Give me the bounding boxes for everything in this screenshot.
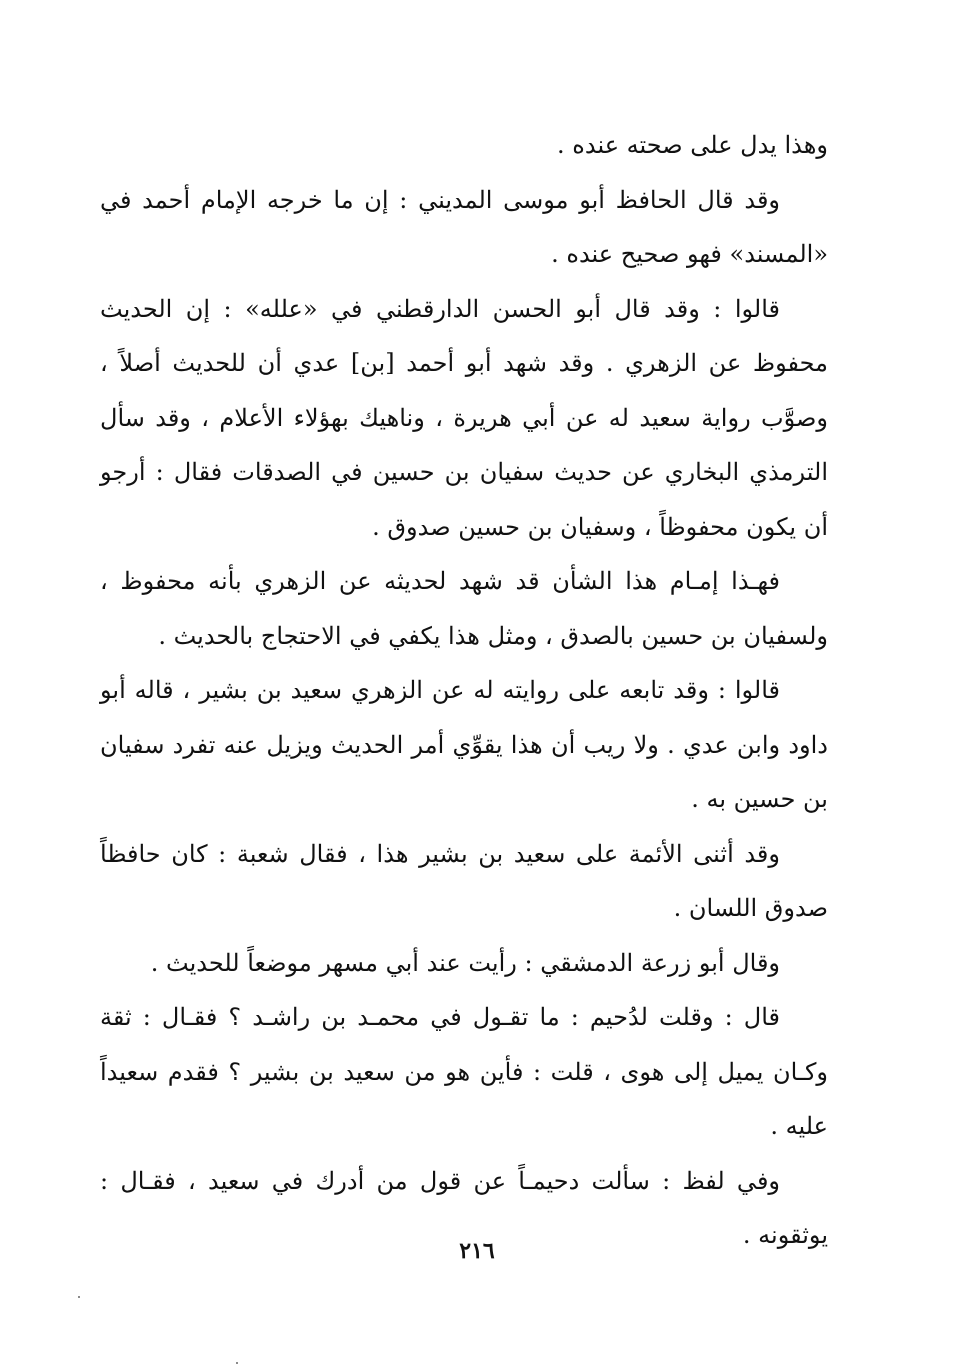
page-number: ٢١٦	[459, 1238, 495, 1264]
paragraph-6: وقد أثنى الأئمة على سعيد بن بشير هذا ، فقال شعبة : كان حافظاً صدوق اللسان .	[100, 839, 828, 922]
paragraph-8: قال : وقلت لدُحيم : ما تقـول في محمـد بن راشـد ؟ فقـال : ثقة وكـان يميل إلى هوى ، قلت : فأين هو من سعيد بن بشير ؟ فقدم سعيداً عليه .	[100, 1003, 829, 1140]
paragraph-7: وقال أبو زرعة الدمشقي : رأيت عند أبي مسهر موضعاً للحديث .	[150, 948, 780, 977]
paragraph-9: وفي لفظ : سألت دحيمـاً عن قول من أدرك في سعيد ، فقـال : يوثقونه .	[100, 1166, 828, 1249]
paragraph-2: وقد قال الحافظ أبو موسى المديني : إن ما خرجه الإمام أحمد في «المسند» فهو صحيح عنده .	[100, 185, 828, 268]
scan-speck	[236, 1362, 238, 1364]
paragraph-5: قالوا : وقد تابعه على روايته له عن الزهري سعيد بن بشير ، قاله أبو داود وابن عدي . ولا ريب أن هذا يقوِّي أمر الحديث ويزيل عنه تفرد سفيان بن حسين به .	[100, 676, 828, 813]
body-text	[100, 118, 828, 1263]
paragraph-3: قالوا : وقد قال أبو الحسن الدارقطني في «علله» : إن الحديث محفوظ عن الزهري . وقد شهد أبو أحمد [بن] عدي أن للحديث أصلاً ، وصوَّب رواية سعيد له عن أبي هريرة ، وناهيك بهؤلاء الأعلام ، وقد سأل الترمذي البخاري عن حديث سفيان بن حسين في الصدقات فقال : أرجو أن يكون محفوظاً ، وسفيان بن حسين صدوق .	[100, 294, 828, 541]
paragraph-1: وهذا يدل على صحته عنده .	[557, 131, 828, 159]
paragraph-4: فهـذا إمـام هذا الشأن قد شهد لحديثه عن الزهري بأنه محفوظ ، ولسفيان بن حسين بالصدق ، ومثل هذا يكفي في الاحتجاج بالحديث .	[100, 567, 828, 650]
scan-speck	[78, 1296, 80, 1298]
